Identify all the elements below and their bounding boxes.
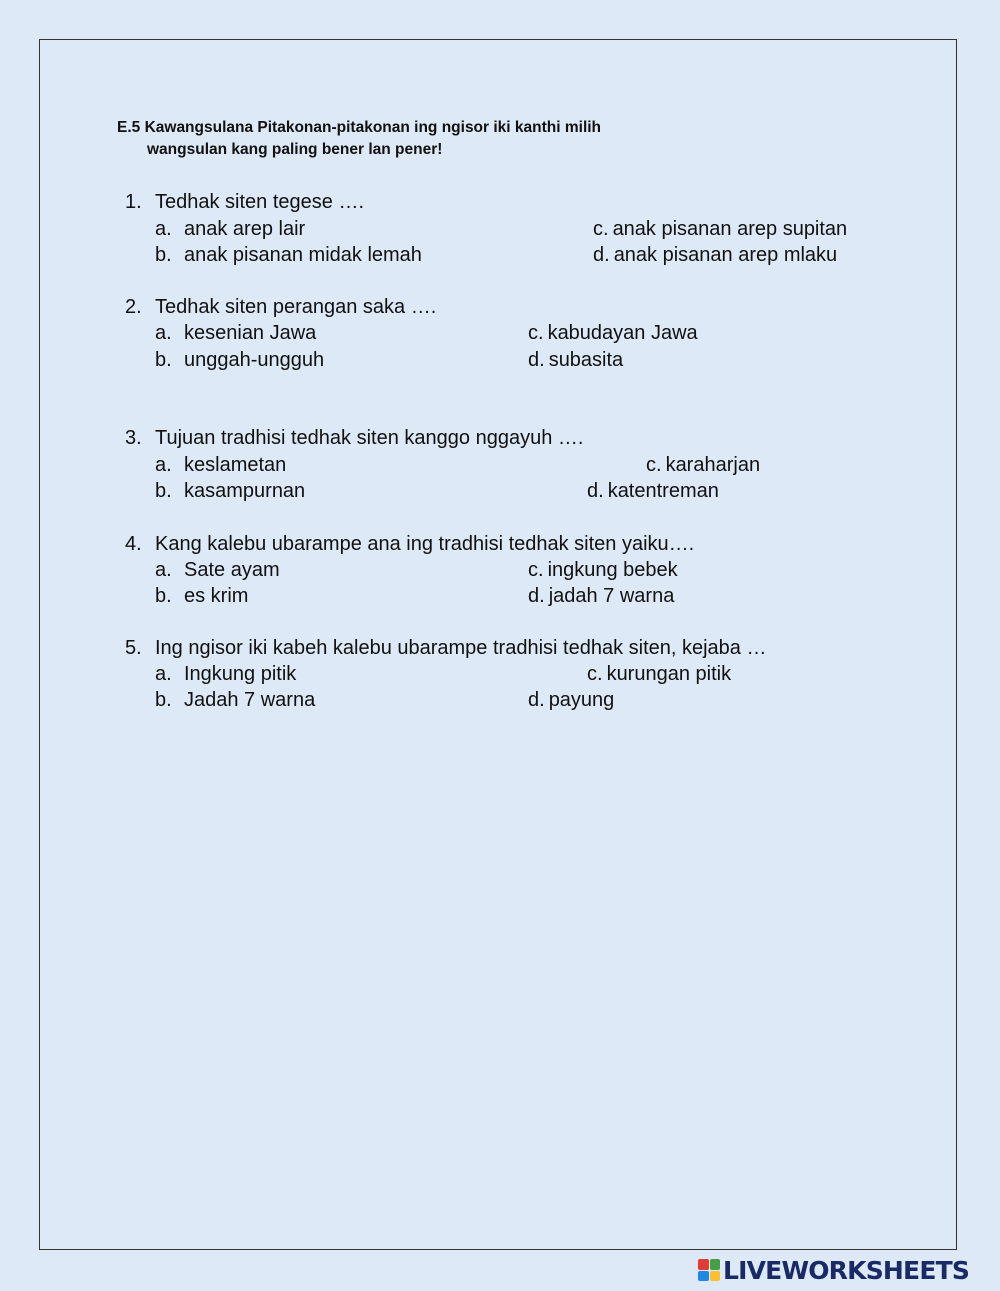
question-5 [125,637,766,660]
question-3-option-b[interactable]: b. kasampurnan [155,480,306,502]
question-4-option-c[interactable]: c. ingkung bebek [528,559,678,581]
question-2-option-b[interactable]: b. unggah-ungguh [155,349,325,371]
logo-text: LIVEWORKSHEETS [723,1255,970,1285]
question-text: Tujuan tradhisi tedhak siten kanggo nggayuh …. [155,427,584,449]
question-5-option-d[interactable]: d. payung [528,689,615,711]
question-3-option-a[interactable]: a. keslametan [155,454,287,476]
question-3-option-c[interactable]: c. karaharjan [646,454,761,476]
liveworksheets-logo [698,1256,969,1284]
question-3 [125,427,583,450]
logo-mark-tile [698,1259,709,1270]
logo-mark-tile [710,1259,721,1270]
question-2-option-a[interactable]: a. kesenian Jawa [155,322,317,344]
question-2-option-d[interactable]: d. subasita [528,349,624,371]
question-5-option-a[interactable]: a. Ingkung pitik [155,663,297,685]
question-number: 4. [125,533,142,555]
question-number: 1. [125,191,142,213]
question-4-option-a[interactable]: a. Sate ayam [155,559,280,581]
question-1-option-c[interactable]: c. anak pisanan arep supitan [593,218,848,240]
question-text: Kang kalebu ubarampe ana ing tradhisi tedhak siten yaiku…. [155,533,695,555]
instruction-line-2: wangsulan kang paling bener lan pener! [147,141,443,158]
question-number: 3. [125,427,142,449]
question-text: Tedhak siten tegese …. [155,191,365,213]
logo-mark-icon [698,1259,720,1281]
question-text: Ing ngisor iki kabeh kalebu ubarampe tradhisi tedhak siten, kejaba … [155,637,767,659]
instruction-line-1: E.5 Kawangsulana Pitakonan-pitakonan ing ngisor iki kanthi milih [117,119,602,136]
question-4 [125,533,694,556]
logo-mark-tile [698,1271,709,1282]
question-number: 5. [125,637,142,659]
question-1 [125,191,364,214]
question-5-option-c[interactable]: c. kurungan pitik [587,663,732,685]
question-4-option-b[interactable]: b. es krim [155,585,249,607]
question-1-option-b[interactable]: b. anak pisanan midak lemah [155,244,422,266]
question-text: Tedhak siten perangan saka …. [155,296,437,318]
question-3-option-d[interactable]: d. katentreman [587,480,719,502]
logo-mark-tile [710,1271,721,1282]
question-2-option-c[interactable]: c. kabudayan Jawa [528,322,698,344]
question-1-option-d[interactable]: d. anak pisanan arep mlaku [593,244,838,266]
question-2 [125,296,436,319]
question-1-option-a[interactable]: a. anak arep lair [155,218,306,240]
question-5-option-b[interactable]: b. Jadah 7 warna [155,689,316,711]
question-number: 2. [125,296,142,318]
question-4-option-d[interactable]: d. jadah 7 warna [528,585,675,607]
